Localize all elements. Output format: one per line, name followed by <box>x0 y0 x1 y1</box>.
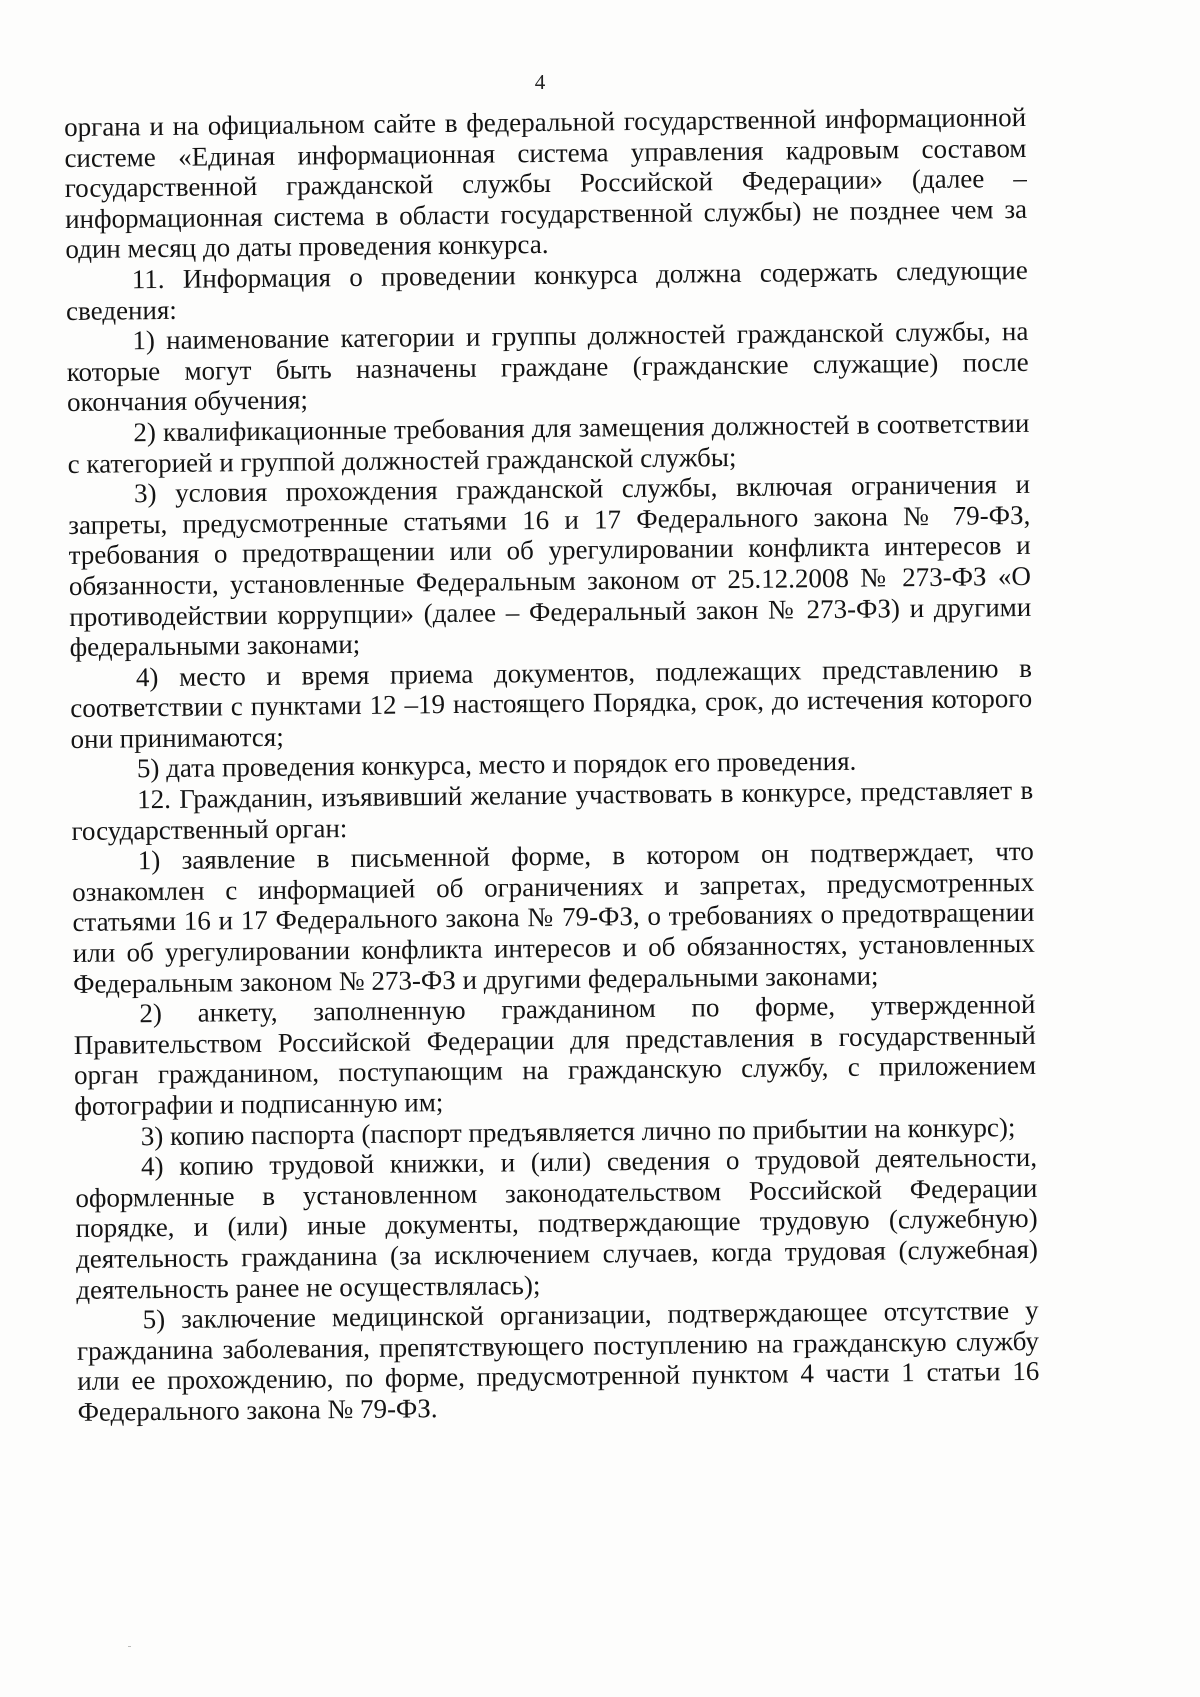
list-item: 2) анкету, заполненную гражданином по форме, утвержденной Правительством Российской Федерации для представления в государственный орган гражданином, поступающим на гражданскую службу, с приложением фотографии и подписанную им; <box>73 989 1037 1121</box>
list-item: 5) заключение медицинской организации, подтверждающее отсутствие у гражданина заболевания, препятствующего поступлению на гражданскую службу или ее прохождению, по форме, предусмотренной пунктом 4 части 1 статьи 16 Федерального закона № 79-ФЗ. <box>76 1295 1040 1427</box>
paragraph: органа и на официальном сайте в федеральной государственной информационной системе «Единая информационная система управления кадровым составом государственной гражданской службы Российской Федерации» (далее – информационная система в области государственной службы) не позднее чем за один месяц до даты проведения конкурса. <box>64 101 1028 265</box>
list-item: 2) квалификационные требования для замещения должностей в соответствии с категорией и группой должностей гражданской службы; <box>67 407 1030 479</box>
list-item: 1) заявление в письменной форме, в котором он подтверждает, что ознакомлен с информацией об ограничениях и запретах, предусмотренных статьями 16 и 17 Федерального закона № 79-ФЗ, о требованиях о предотвращении или об урегулировании конфликта интересов и об обязанностях, установленных Федеральным законом № 273-ФЗ и другими федеральными законами; <box>72 836 1035 999</box>
list-item: 3) условия прохождения гражданской службы, включая ограничения и запреты, предусмотренные статьями 16 и 17 Федерального закона № 79-ФЗ, требования о предотвращении или об урегулировании конфликта интересов и обязанности, установленные Федеральным законом от 25.12.2008 № 273-ФЗ «О противодействии коррупции» (далее – Федеральный закон № 273-ФЗ) и другими федеральными законами; <box>68 469 1032 663</box>
paragraph-item-12: 12. Гражданин, изъявивший желание участвовать в конкурсе, представляет в государственный орган: <box>71 774 1034 846</box>
paragraph-item-11: 11. Информация о проведении конкурса должна содержать следующие сведения: <box>65 254 1028 326</box>
list-item: 1) наименование категории и группы должностей гражданской службы, на которые могут быть назначены граждане (гражданские служащие) после окончания обучения; <box>66 316 1029 418</box>
page-number: 4 <box>534 70 546 94</box>
list-item: 4) копию трудовой книжки, и (или) сведения о трудовой деятельности, оформленные в установленном законодательством Российской Федерации порядке, и (или) иные документы, подтверждающие трудовую (служебную) деятельность гражданина (за исключением случаев, когда трудовая (служебная) деятельность ранее не осуществлялась); <box>75 1142 1039 1305</box>
document-body <box>64 102 1040 1428</box>
list-item: 5) дата проведения конкурса, место и порядок его проведения. <box>136 746 857 784</box>
scan-speck <box>128 1646 131 1647</box>
list-item: 4) место и время приема документов, подлежащих представлению в соответствии с пунктами 12 –19 настоящего Порядка, срок, до истечения которого они принимаются; <box>70 652 1033 754</box>
list-item: 3) копию паспорта (паспорт предъявляется лично по прибытии на конкурс); <box>140 1111 1016 1151</box>
